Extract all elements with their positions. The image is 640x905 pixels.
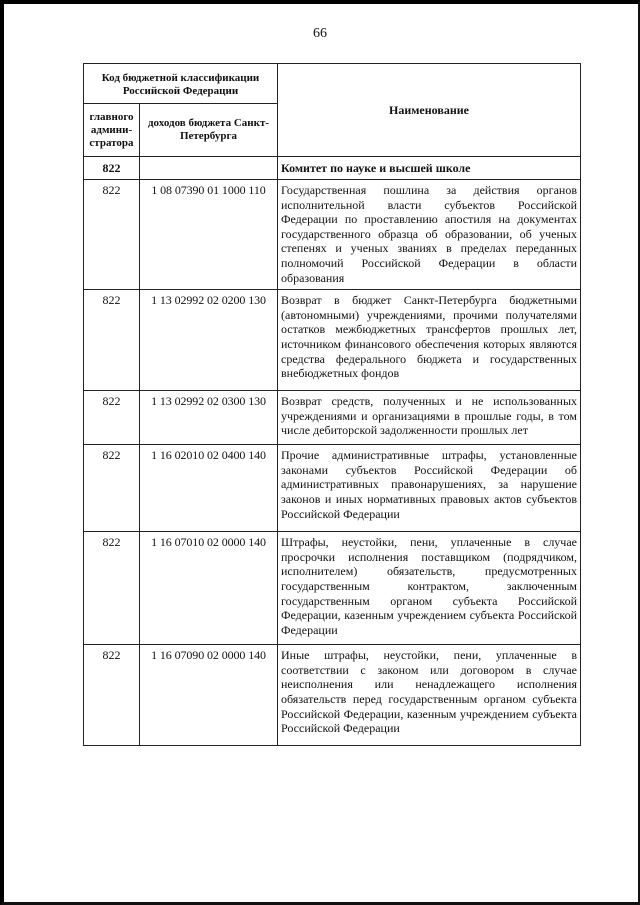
admin-code: 822 <box>84 645 140 746</box>
table-row <box>84 532 581 645</box>
committee-row <box>84 157 581 180</box>
table-row <box>84 180 581 290</box>
income-code: 1 16 07090 02 0000 140 <box>140 645 278 746</box>
table-row <box>84 391 581 445</box>
income-code: 1 13 02992 02 0200 130 <box>140 290 278 391</box>
header-classification-group: Код бюджетной классификации Российской Федерации <box>84 64 278 104</box>
committee-income-code <box>140 157 278 180</box>
income-code: 1 08 07390 01 1000 110 <box>140 180 278 290</box>
income-name: Иные штрафы, неустойки, пени, уплаченные в соответствии с законом или договором в случае неисполнения или ненадлежащего исполнения обязательств перед государственным органом субъекта Российской Федерации, казенным учреждением субъекта Российской Федерации <box>278 645 581 746</box>
header-income: доходов бюджета Санкт-Петербурга <box>140 104 278 157</box>
admin-code: 822 <box>84 180 140 290</box>
income-name: Возврат средств, полученных и не использованных учреждениями и организациями в прошлые годы, в том числе дебиторской задолженности прошлых лет <box>278 391 581 445</box>
header-admin: главного админи-стратора <box>84 104 140 157</box>
header-row-top <box>84 64 581 104</box>
table-row <box>84 290 581 391</box>
income-code: 1 16 07010 02 0000 140 <box>140 532 278 645</box>
table-row <box>84 445 581 532</box>
income-code: 1 16 02010 02 0400 140 <box>140 445 278 532</box>
header-name: Наименование <box>278 64 581 157</box>
admin-code: 822 <box>84 532 140 645</box>
admin-code: 822 <box>84 290 140 391</box>
admin-code: 822 <box>84 445 140 532</box>
income-name: Штрафы, неустойки, пени, уплаченные в случае просрочки исполнения поставщиком (подрядчиком, исполнителем) обязательств, предусмотренных государственным контрактом, заключенным государственным органом субъекта Российской Федерации, казенным учреждением субъекта Российской Федерации <box>278 532 581 645</box>
income-name: Государственная пошлина за действия органов исполнительной власти субъектов Российской Федерации по проставлению апостиля на документах государственного образца об образовании, об ученых степенях и ученых званиях в пределах переданных полномочий Российской Федерации в области образования <box>278 180 581 290</box>
income-name: Возврат в бюджет Санкт-Петербурга бюджетными (автономными) учреждениями, прочими получателями остатков межбюджетных трансфертов прошлых лет, источником финансового обеспечения которых являются средства федерального бюджета и государственных внебюджетных фондов <box>278 290 581 391</box>
committee-admin-code: 822 <box>84 157 140 180</box>
income-name: Прочие административные штрафы, установленные законами субъектов Российской Федерации об административных правонарушениях, за нарушение законов и иных нормативных правовых актов субъектов Российской Федерации <box>278 445 581 532</box>
committee-name: Комитет по науке и высшей школе <box>278 157 581 180</box>
budget-classification-table <box>83 63 581 746</box>
table-row <box>84 645 581 746</box>
page-number: 66 <box>313 26 327 41</box>
admin-code: 822 <box>84 391 140 445</box>
income-code: 1 13 02992 02 0300 130 <box>140 391 278 445</box>
